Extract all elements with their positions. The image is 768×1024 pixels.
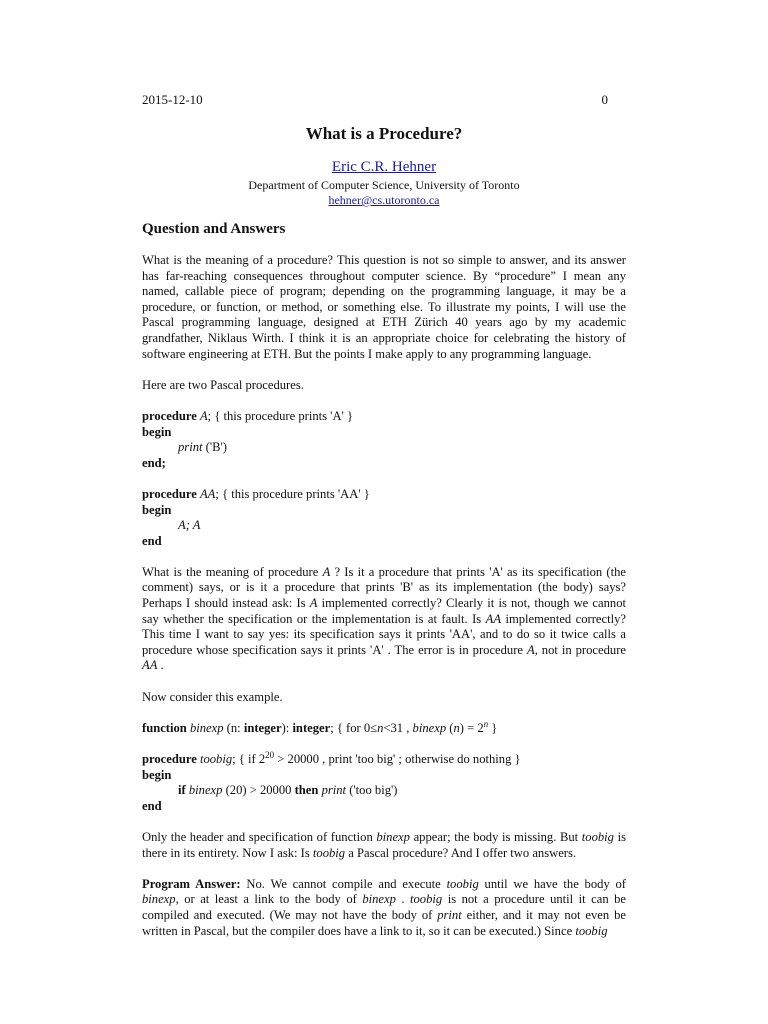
paragraph-meaning: What is the meaning of procedure A ? Is it a procedure that prints 'A' as its specification (the comment) says, or is it a procedure that prints 'B' as its implementation (the body) says? Perhaps I should instead ask: Is A implemented correctly? Clearly it is not, though we cannot say whether the specification or the implementation is at fault. Is AA implemented correctly? This time I want to say yes: its specification says it prints 'AA', and to do so it twice calls a procedure whose specification says it prints 'A' . The error is in procedure A, not in procedure AA . [142, 564, 627, 673]
code-block-procedure-aa [142, 487, 626, 549]
code-block-procedure-toobig: procedure toobig; { if $2^{20} > 20000$ , print 'too big' ; otherwise do nothing } begin if binexp (20) > 20000 then print ('too big') end [142, 749, 521, 813]
paragraph-two-procedures: Here are two Pascal procedures. [142, 377, 304, 392]
keyword: end; [142, 455, 166, 470]
paragraph-program-answer: Program Answer: No. We cannot compile and execute toobig until we have the body of binexp, or at least a link to the body of binexp . toobig is not a procedure until it can be compiled and executed. (We may not have the body of print either, and it may not even be written in Pascal, but the compiler does have a link to it, so it can be executed.) Since toobig [142, 876, 627, 938]
section-heading: Question and Answers [142, 221, 286, 237]
identifier: AA [199, 486, 216, 501]
paragraph-only-header: Only the header and specification of function binexp appear; the body is missing. But toobig is there in its entirety. Now I ask: Is toobig a Pascal procedure? And I offer two answers. [142, 829, 626, 860]
email-link[interactable]: hehner@cs.utoronto.ca [328, 193, 440, 207]
keyword: procedure [142, 408, 197, 423]
paper-title: What is a Procedure? [305, 124, 463, 143]
page-number: 0 [601, 92, 608, 107]
header-date: 2015-12-10 [142, 92, 203, 107]
keyword: begin [142, 424, 172, 439]
author-email [0, 193, 768, 208]
identifier: print [178, 440, 203, 455]
paragraph-consider: Now consider this example. [142, 689, 283, 704]
code-text: A; A [178, 518, 201, 533]
code-comment: ; { this procedure prints 'AA' } [215, 486, 370, 501]
keyword: end [142, 533, 162, 548]
author-link[interactable]: Eric C.R. Hehner [331, 159, 437, 175]
keyword: begin [142, 502, 172, 517]
running-header [142, 92, 608, 108]
code-text: ('B') [202, 440, 227, 455]
identifier: A [199, 408, 208, 423]
paragraph-intro: What is the meaning of a procedure? This question is not so simple to answer, and its answer has far-reaching consequences throughout computer science. By “procedure” I mean any named, callable piece of program; depending on the programming language, it may be a procedure, or function, or method, or something else. To illustrate my points, I will use the Pascal programming language, designed at ETH Zürich 40 years ago by my academic grandfather, Niklaus Wirth. I think it is an appropriate choice for celebrating the history of software engineering at ETH. But the points I make apply to any programming language. [142, 253, 626, 361]
code-block-function-binexp: function binexp (n: integer): integer; { for 0≤n<31 , binexp $(n) = 2^n$ } [142, 718, 498, 735]
author-name [0, 159, 768, 176]
code-comment: ; { this procedure prints 'A' } [207, 408, 354, 423]
code-block-procedure-a [142, 409, 626, 471]
body-text [142, 253, 626, 955]
keyword: procedure [142, 486, 197, 501]
author-affiliation: Department of Computer Science, University of Toronto [248, 178, 520, 192]
